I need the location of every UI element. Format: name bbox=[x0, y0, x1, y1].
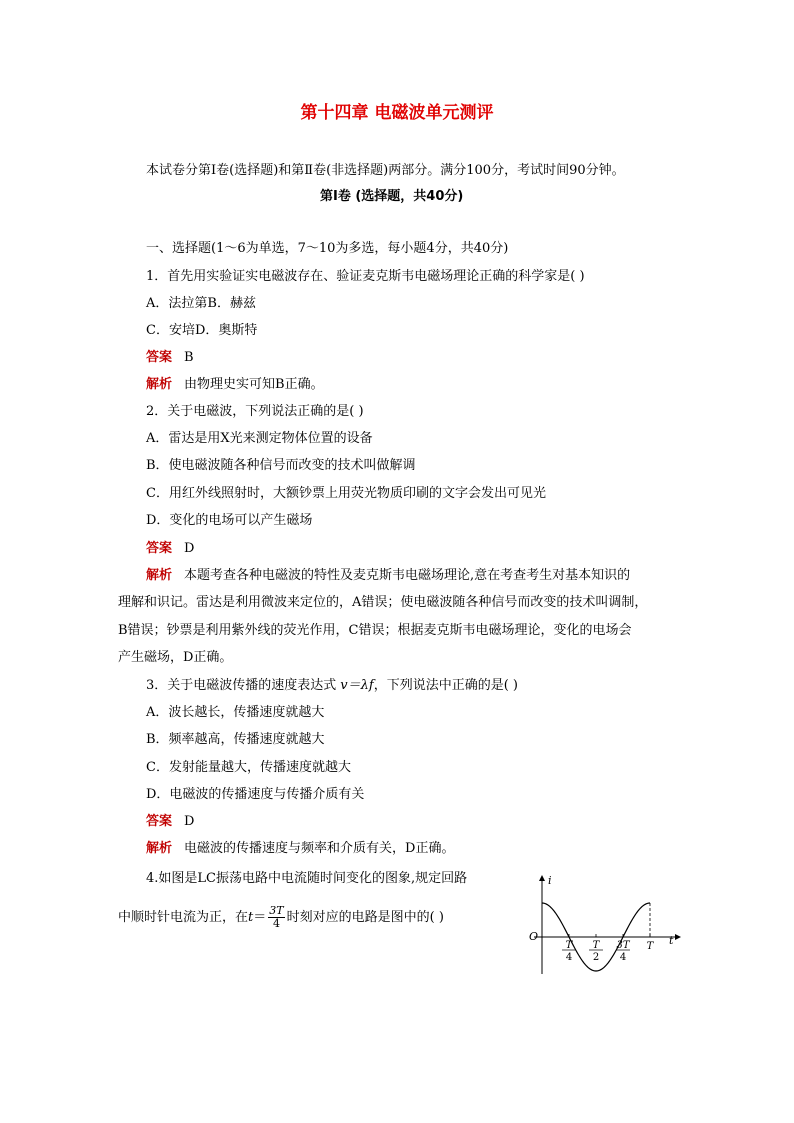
x-tick-label-num: 3T bbox=[616, 940, 630, 951]
q2-answer bbox=[146, 540, 194, 558]
q2-stem: 2．关于电磁波，下列说法正确的是( ) bbox=[146, 404, 364, 419]
explain-label: 解析 bbox=[146, 841, 173, 856]
q4-t-var: t bbox=[248, 910, 254, 925]
q4-fraction bbox=[268, 905, 284, 930]
q4-frac-num: 3T bbox=[269, 904, 284, 917]
y-axis-label: i bbox=[548, 874, 552, 887]
answer-label: 答案 bbox=[146, 350, 173, 365]
x-tick-label-den: 2 bbox=[592, 952, 600, 963]
x-tick-label-num: T bbox=[565, 940, 573, 951]
q4-frac-den: 4 bbox=[272, 917, 280, 930]
answer-label: 答案 bbox=[146, 541, 173, 556]
q4-stem-line-2 bbox=[118, 902, 444, 934]
q1-explanation bbox=[146, 376, 324, 394]
x-axis-label: t bbox=[669, 934, 674, 947]
section-heading: 第Ⅰ卷 (选择题，共40分) bbox=[320, 189, 464, 204]
q3-answer-value: D bbox=[184, 814, 195, 829]
q4-stem-line-1: 4.如图是LC振荡电路中电流随时间变化的图象,规定回路 bbox=[146, 871, 468, 886]
q2-option-b: B．使电磁波随各种信号而改变的技术叫做解调 bbox=[146, 458, 416, 473]
q2-option-d: D．变化的电场可以产生磁场 bbox=[146, 513, 313, 528]
origin-label: O bbox=[529, 930, 539, 943]
q3-option-a: A．波长越长，传播速度就越大 bbox=[146, 705, 325, 720]
q2-option-a: A．雷达是用X光来测定物体位置的设备 bbox=[146, 431, 373, 446]
part-heading: 一、选择题(1～6为单选，7～10为多选，每小题4分，共40分) bbox=[146, 241, 509, 256]
q2-explanation-text-1: 本题考查各种电磁波的特性及麦克斯韦电磁场理论,意在考查考生对基本知识的 bbox=[184, 568, 631, 583]
q3-stem-suffix: ，下列说法中正确的是( ) bbox=[373, 678, 518, 693]
q3-option-c: C．发射能量越大，传播速度就越大 bbox=[146, 760, 351, 775]
q2-option-c: C．用红外线照射时，大额钞票上用荧光物质印刷的文字会发出可见光 bbox=[146, 486, 546, 501]
q1-stem: 1．首先用实验证实电磁波存在、验证麦克斯韦电磁场理论正确的科学家是( ) bbox=[146, 269, 585, 284]
q2-explanation-line-2: 理解和识记。雷达是利用微波来定位的，A错误；使电磁波随各种信号而改变的技术叫调制， bbox=[118, 595, 648, 610]
q2-explanation-line-1 bbox=[146, 567, 630, 585]
answer-label: 答案 bbox=[146, 814, 173, 829]
q1-option-1: A．法拉第B．赫兹 bbox=[146, 296, 256, 311]
q3-answer bbox=[146, 813, 194, 831]
q4-stem-suffix: 时刻对应的电路是图中的( ) bbox=[286, 910, 444, 925]
page-title: 第十四章 电磁波单元测评 bbox=[300, 103, 494, 123]
x-tick-label-den: 4 bbox=[619, 952, 627, 963]
q3-stem bbox=[146, 677, 518, 695]
x-tick-label-num: T bbox=[646, 941, 654, 952]
q1-answer bbox=[146, 349, 194, 367]
q3-explanation-text: 电磁波的传播速度与频率和介质有关，D正确。 bbox=[184, 841, 455, 856]
q3-option-b: B．频率越高，传播速度就越大 bbox=[146, 732, 325, 747]
q1-option-2: C．安培D．奥斯特 bbox=[146, 323, 258, 338]
q3-stem-prefix: 3．关于电磁波传播的速度表达式 bbox=[146, 678, 337, 693]
q3-option-d: D．电磁波的传播速度与传播介质有关 bbox=[146, 787, 365, 802]
q4-stem-prefix: 中顺时针电流为正，在 bbox=[118, 910, 249, 925]
x-tick-group bbox=[562, 934, 655, 963]
explain-label: 解析 bbox=[146, 377, 173, 392]
q4-equals: ＝ bbox=[253, 910, 267, 925]
explain-label: 解析 bbox=[146, 568, 173, 583]
x-tick-label-num: T bbox=[592, 940, 600, 951]
intro-text: 本试卷分第Ⅰ卷(选择题)和第Ⅱ卷(非选择题)两部分。满分100分，考试时间90分钟。 bbox=[146, 163, 625, 178]
q2-answer-value: D bbox=[184, 541, 195, 556]
q2-explanation-line-4: 产生磁场，D正确。 bbox=[118, 650, 233, 665]
x-tick-label-den: 4 bbox=[565, 952, 573, 963]
q3-formula: v＝λf bbox=[340, 678, 374, 693]
q1-answer-value: B bbox=[184, 350, 194, 365]
q1-explanation-text: 由物理史实可知B正确。 bbox=[184, 377, 324, 392]
current-time-graph bbox=[520, 870, 690, 980]
q3-explanation bbox=[146, 840, 454, 858]
q2-explanation-line-3: B错误；钞票是利用紫外线的荧光作用，C错误；根据麦克斯韦电磁场理论，变化的电场会 bbox=[118, 623, 632, 638]
